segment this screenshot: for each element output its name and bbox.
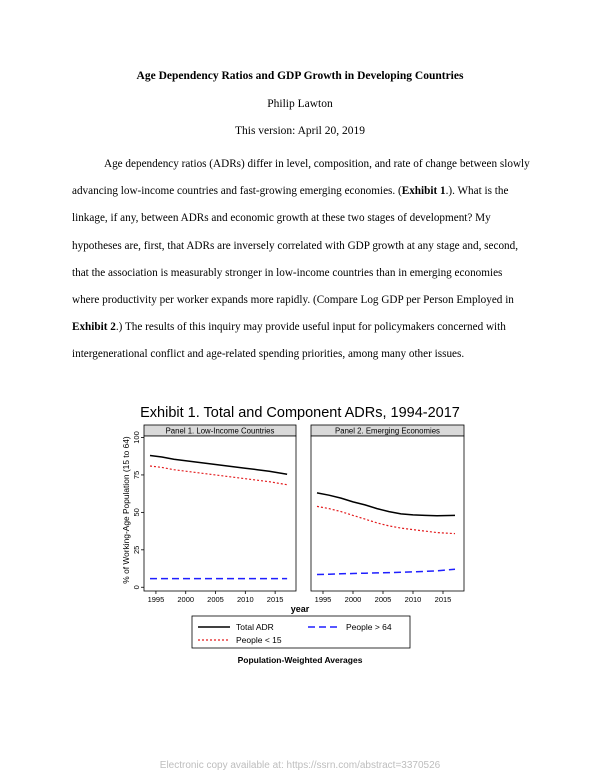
exhibit-1-figure [112, 398, 488, 674]
x-tick-label: 2000 [177, 595, 195, 604]
y-tick-label: 50 [132, 508, 141, 517]
paper-version: This version: April 20, 2019 [234, 125, 365, 137]
legend-note: Population-Weighted Averages [237, 655, 363, 665]
chart-legend [192, 616, 410, 648]
y-axis-label: % of Working-Age Population (15 to 64) [121, 436, 131, 584]
panel-plot-area [311, 436, 464, 591]
x-tick-label: 2005 [374, 595, 392, 604]
para-text-2: .). What is the linkage, if any, between ADRs and economic growth at these two stages of development? My hypotheses are, first, that ADRs are inversely correlated with GDP growth at any stage and, second, that the association is measurably stronger in low-income countries than in emerging economies where productivity per worker expands more rapidly. (Compare Log GDP per Person Employed in [72, 185, 519, 307]
x-tick-label: 2010 [236, 595, 254, 604]
legend-label-young: People < 15 [236, 635, 282, 645]
para-text-3: .) The results of this inquiry may provide useful input for policymakers concerned with intergenerational conflict and age-related spending priorities, among many other issues. [72, 321, 506, 361]
chart-panels [132, 425, 464, 604]
x-tick-label: 2005 [207, 595, 224, 604]
chart-panel-2 [311, 425, 464, 604]
exhibit-2-ref: Exhibit 2 [72, 321, 116, 334]
intro-paragraph [72, 151, 532, 369]
exhibit-1-chart [112, 398, 488, 674]
legend-box [192, 616, 410, 648]
paper-author: Philip Lawton [267, 98, 333, 110]
x-tick-label: 2015 [266, 595, 284, 604]
chart-panel-1 [132, 425, 296, 604]
para-text-1: Age dependency ratios (ADRs) differ in level, composition, and rate of change between slowly advancing low-income countries and fast-growing emerging economies. ( [72, 158, 530, 198]
x-axis-label: year [290, 604, 310, 614]
x-tick-label: 2010 [404, 595, 422, 604]
chart-title: Exhibit 1. Total and Component ADRs, 1994-2017 [140, 405, 460, 421]
x-tick-label: 1995 [147, 595, 165, 604]
y-tick-label: 75 [132, 470, 141, 480]
paper-title: Age Dependency Ratios and GDP Growth in Developing Countries [136, 70, 464, 82]
x-tick-label: 2000 [344, 595, 362, 604]
y-tick-label: 25 [132, 545, 141, 554]
y-tick-label: 0 [132, 585, 141, 590]
page-footer: Electronic copy available at: https://ssrn.com/abstract=3370526 [159, 760, 441, 771]
legend-label-total: Total ADR [236, 622, 274, 632]
legend-label-old: People > 64 [346, 622, 392, 632]
exhibit-1-ref: Exhibit 1 [401, 185, 446, 198]
x-tick-label: 1995 [314, 595, 332, 604]
y-tick-label: 100 [132, 431, 141, 444]
panel-title: Panel 2. Emerging Economies [335, 426, 440, 436]
x-tick-label: 2015 [434, 595, 452, 604]
panel-title: Panel 1. Low-Income Countries [165, 426, 275, 436]
panel-plot-area [144, 436, 296, 591]
